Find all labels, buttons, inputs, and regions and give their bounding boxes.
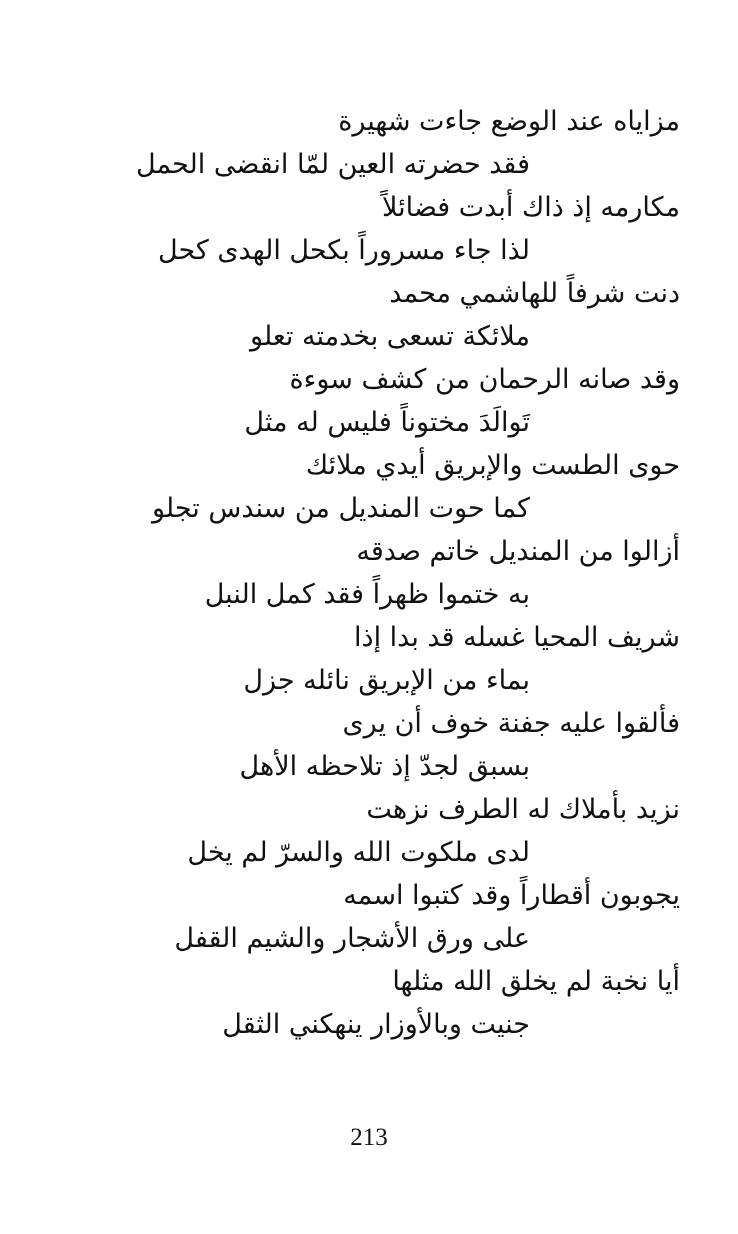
- verse-line-10: كما حوت المنديل من سندس تجلو: [151, 493, 530, 524]
- verse-line-3: مكارمه إذ ذاك أبدت فضائلاً: [382, 192, 680, 223]
- verse-line-1: مزاياه عند الوضع جاءت شهيرة: [338, 106, 680, 137]
- verse-line-2: فقد حضرته العين لمّا انقضى الحمل: [136, 149, 530, 180]
- verse-line-21: أيا نخبة لم يخلق الله مثلها: [392, 966, 680, 997]
- verse-line-18: لدى ملكوت الله والسرّ لم يخل: [187, 837, 530, 868]
- verse-line-15: فألقوا عليه جفنة خوف أن يرى: [342, 708, 680, 739]
- verse-line-5: دنت شرفاً للهاشمي محمد: [389, 278, 680, 309]
- verse-line-4: لذا جاء مسروراً بكحل الهدى كحل: [158, 235, 530, 266]
- verse-line-12: به ختموا ظهراً فقد كمل النبل: [204, 579, 530, 610]
- verse-line-16: بسبق لجدّ إذ تلاحظه الأهل: [239, 751, 530, 782]
- poem-body: [136, 100, 680, 1046]
- verse-line-17: نزيد بأملاك له الطرف نزهت: [366, 794, 680, 825]
- page-number: 213: [350, 1124, 388, 1151]
- verse-line-8: تَوالَدَ مختوناً فليس له مثل: [244, 407, 530, 438]
- verse-line-22: جنيت وبالأوزار ينهكني الثقل: [222, 1009, 530, 1040]
- verse-line-14: بماء من الإبريق نائله جزل: [243, 665, 530, 696]
- verse-line-13: شريف المحيا غسله قد بدا إذا: [354, 622, 680, 653]
- verse-line-9: حوى الطست والإبريق أيدي ملائك: [305, 450, 680, 481]
- verse-line-11: أزالوا من المنديل خاتم صدقه: [356, 536, 680, 567]
- verse-line-6: ملائكة تسعى بخدمته تعلو: [250, 321, 530, 352]
- verse-line-7: وقد صانه الرحمان من كشف سوءة: [289, 364, 680, 395]
- verse-line-19: يجوبون أقطاراً وقد كتبوا اسمه: [343, 880, 680, 911]
- verse-line-20: على ورق الأشجار والشيم القفل: [174, 923, 530, 954]
